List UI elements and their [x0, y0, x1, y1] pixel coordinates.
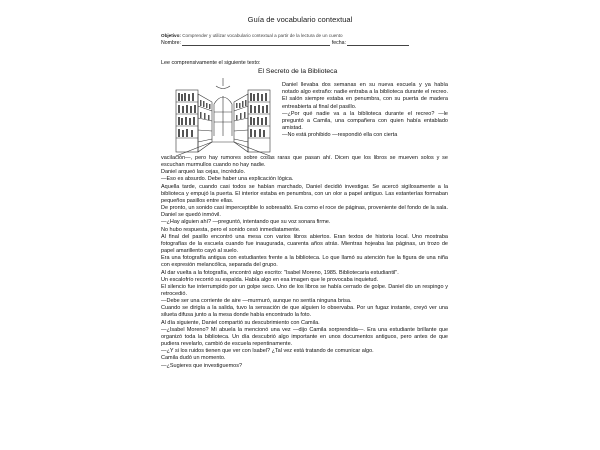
- story-paragraph: Al día siguiente, Daniel compartió su descubrimiento con Camila.: [161, 319, 320, 326]
- objective-text: Comprender y utilizar vocabulario contextual a partir de la lectura de un cuento: [182, 33, 343, 38]
- date-field-line[interactable]: [347, 40, 409, 46]
- story-paragraph: —¿Isabel Moreno? Mi abuela la mencionó una vez —dijo Camila sorprendida—. Era una estudiante brillante que organizó toda la biblioteca. Un día descubrió algo importante en unos documentos antiguos, pero antes de que pudiera revelarlo, cambió de escuela repentinamente.: [161, 326, 448, 348]
- reading-instruction: Lee comprensivamente el siguiente texto:: [161, 60, 261, 66]
- story-paragraph: Aquella tarde, cuando casi todos se habían marchado, Daniel decidió investigar. Se acercó sigilosamente a la biblioteca y empujó la puerta. El interior estaba en penumbra, con un olor a papel antiguo. Las estanterías formaban pequeños pasillos entre ellas.: [161, 183, 448, 204]
- story-paragraph: Cuando se dirigía a la salida, tuvo la sensación de que alguien lo observaba. Por un fugaz instante, creyó ver una silueta difusa junto a la mesa donde había encontrado la foto.: [161, 305, 448, 319]
- story-paragraph: Daniel arqueó las cejas, incrédulo.: [161, 169, 246, 176]
- story-title: El Secreto de la Biblioteca: [258, 68, 338, 75]
- date-label: fecha:: [331, 40, 346, 46]
- story-paragraph: Al final del pasillo encontró una mesa con varios libros abiertos. Eran textos de historia local. Uno mostraba fotografías de la escuela cuando fue inaugurada, cuarenta años atrás. Mientras hojeaba las páginas, un trozo de papel amarillento cayó al suelo.: [161, 233, 448, 255]
- story-paragraph: —¿Hay alguien ahí? —preguntó, intentando que su voz sonara firme.: [161, 219, 331, 226]
- story-paragraph: —Eso es absurdo. Debe haber una explicación lógica.: [161, 176, 294, 183]
- story-paragraph: —Debe ser una corriente de aire —murmuró, aunque no sentía ninguna brisa.: [161, 298, 352, 305]
- story-paragraph: Al dar vuelta a la fotografía, encontró algo escrito: "Isabel Moreno, 1985. Bibliotecaria estudiantil".: [161, 269, 399, 276]
- story-paragraph: De pronto, un sonido casi imperceptible lo sobresaltó. Era como el roce de páginas, proveniente del fondo de la sala. Daniel se quedó inmóvil.: [161, 205, 448, 219]
- story-paragraph: vacilación—, pero hay rumores sobre cosas raras que pasan ahí. Dicen que los libros se mueven solos y se escuchan murmullos cuando no hay nadie.: [161, 155, 448, 169]
- objective-line: [161, 33, 343, 38]
- story-paragraph: —¿Y si los ruidos tienen que ver con Isabel? ¿Tal vez está tratando de comunicar algo.: [161, 348, 374, 355]
- story-paragraph: —No está prohibido —respondió ella con cierta: [282, 132, 398, 139]
- story-paragraph: Camila dudó un momento.: [161, 355, 226, 362]
- story-paragraph: Era una fotografía antigua con estudiantes frente a la biblioteca. Lo que llamó su atención fue la figura de una niña con expresión melancólica, separada del grupo.: [161, 255, 448, 269]
- story-body: [161, 155, 448, 370]
- name-label: Nombre:: [161, 40, 181, 46]
- story-paragraph: —¿Por qué nadie va a la biblioteca durante el recreo? —le preguntó a Camila, una compañera con quien había entablado amistad.: [282, 110, 448, 132]
- name-field-line[interactable]: [182, 40, 330, 46]
- story-paragraph: Un escalofrío recorrió su espalda. Había algo en esa imagen que le provocaba inquietud.: [161, 276, 379, 283]
- story-paragraph: No hubo respuesta, pero el sonido cesó inmediatamente.: [161, 226, 301, 233]
- story-paragraph: El silencio fue interrumpido por un golpe seco. Uno de los libros se había cerrado de golpe. Daniel dio un respingo y retrocedió.: [161, 283, 448, 297]
- story-paragraph: Daniel llevaba dos semanas en su nueva escuela y ya había notado algo extraño: nadie entraba a la biblioteca durante el recreo. El salón siempre estaba en penumbra, con su puerta de madera entreabierta al final del pasillo.: [282, 82, 448, 110]
- name-date-row: [161, 40, 451, 46]
- story-wrapped-text: [282, 82, 448, 140]
- library-illustration-icon: [172, 76, 274, 158]
- story-paragraph: —¿Sugieres que investiguemos?: [161, 362, 243, 369]
- worksheet-title: Guía de vocabulario contextual: [247, 15, 353, 24]
- objective-label: Objetivo:: [161, 33, 181, 38]
